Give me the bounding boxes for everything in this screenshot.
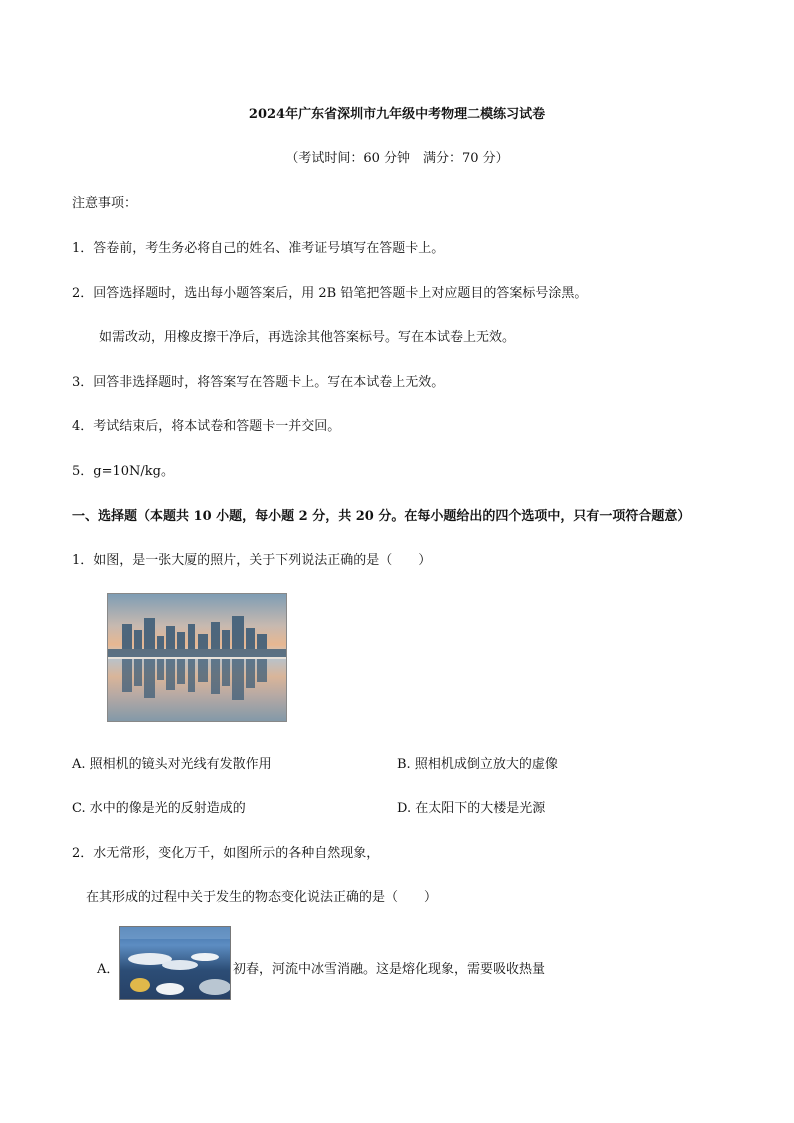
question-2-option-a-label: A． <box>97 962 120 977</box>
note-item-2: 2．回答选择题时，选出每小题答案后，用 2B 铅笔把答题卡上对应题目的答案标号涂黑。 <box>72 286 588 301</box>
page-title: 2024年广东省深圳市九年级中考物理二模练习试卷 <box>248 107 546 122</box>
building-photo <box>107 593 287 722</box>
question-2-stem-line-2: 在其形成的过程中关于发生的物态变化说法正确的是（ ） <box>86 890 438 905</box>
note-item-2-continued: 如需改动，用橡皮擦干净后，再选涂其他答案标号。写在本试卷上无效。 <box>99 330 516 345</box>
notes-heading: 注意事项： <box>72 196 138 211</box>
question-1-option-c: C. 水中的像是光的反射造成的 <box>72 801 246 816</box>
melting-ice-photo <box>119 926 231 1000</box>
note-item-4: 4．考试结束后，将本试卷和答题卡一并交回。 <box>72 419 341 434</box>
question-2-stem-line-1: 2．水无常形，变化万千，如图所示的各种自然现象， <box>72 846 380 861</box>
question-1-option-d: D. 在太阳下的大楼是光源 <box>397 801 546 816</box>
question-1-option-b: B. 照相机成倒立放大的虚像 <box>397 757 558 772</box>
section-heading: 一、选择题（本题共 10 小题，每小题 2 分，共 20 分。在每小题给出的四个选项中，只有一项符合题意） <box>72 509 691 524</box>
note-item-1: 1．答卷前，考生务必将自己的姓名、准考证号填写在答题卡上。 <box>72 241 445 256</box>
question-1-stem: 1．如图，是一张大厦的照片，关于下列说法正确的是（ ） <box>72 553 432 568</box>
note-item-3: 3．回答非选择题时，将答案写在答题卡上。写在本试卷上无效。 <box>72 375 445 390</box>
question-1-option-a: A. 照相机的镜头对光线有发散作用 <box>72 757 272 772</box>
exam-info: （考试时间：60 分钟 满分：70 分） <box>285 151 509 166</box>
note-item-5: 5．g=10N/kg。 <box>72 464 174 479</box>
question-2-option-a-text: 初春，河流中冰雪消融。这是熔化现象，需要吸收热量 <box>233 962 546 977</box>
